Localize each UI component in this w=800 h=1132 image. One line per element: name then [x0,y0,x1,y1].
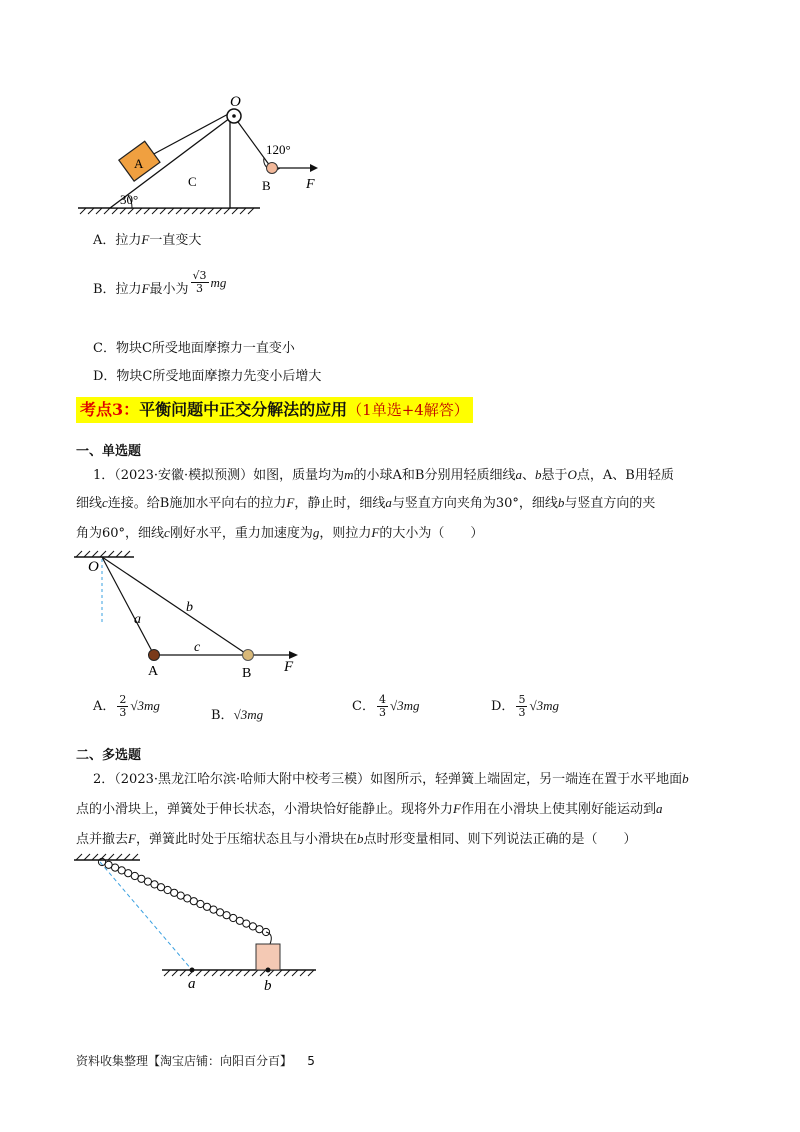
figure-two-balls [70,545,310,685]
fig1-label-b: B [262,178,271,193]
prev-option-d: D．物块C所受地面摩擦力先变小后增大 [93,369,322,384]
fig1-label-c: C [188,174,197,189]
fig1-label-o: O [230,94,241,110]
page-footer [76,1052,315,1069]
q1-option-b[interactable]: B．√3mg [211,707,264,723]
footer-text: 资料收集整理【淘宝店铺：向阳百分百】 [76,1054,293,1068]
prev-option-b: B．拉力F最小为 $\frac{√3}{3}$ mg [93,269,227,297]
fig1-angle-120: 120° [266,142,291,157]
q2-line-2: 点的小滑块上，弹簧处于伸长状态，小滑块恰好能静止。现将外力F作用在小滑块上使其刚好能运动到a [76,801,663,817]
section-header: 考点3：平衡问题中正交分解法的应用（1单选+4解答） [76,397,473,423]
fig2-label-ball-b: B [242,666,252,681]
fig2-label-ball-a: A [148,664,159,679]
prev-option-c: C．物块C所受地面摩擦力一直变小 [93,341,295,356]
fig2-label-f: F [284,659,294,675]
fig1-label-a: A [134,156,144,171]
q1-option-a[interactable]: A． $\frac{2}{3}$ √3mg [93,693,160,719]
page-number: 5 [307,1054,315,1068]
q1-line-1: 1．（2023·安徽·模拟预测）如图，质量均为m的小球A和B分别用轻质细线a、b悬于O点，A、B用轻质 [93,467,674,483]
fig2-label-c: c [194,640,201,655]
fig2-label-b: b [186,600,193,615]
q1-option-c[interactable]: C． $\frac{4}{3}$ √3mg [352,693,420,719]
multi-choice-heading: 二、多选题 [76,748,142,763]
q2-line-3: 点并撤去F，弹簧此时处于压缩状态且与小滑块在b点时形变量相同、则下列说法正确的是（ ） [76,831,637,847]
prev-option-a: A．拉力F一直变大 [93,232,202,248]
fig1-label-f: F [306,177,315,192]
q1-line-2: 细线c连接。给B施加水平向右的拉力F，静止时，细线a与竖直方向夹角为30°，细线b与竖直方向的夹 [76,495,656,511]
fig3-label-b: b [264,978,272,994]
fig2-label-o: O [88,559,99,575]
q1-line-3: 角为60°，细线c刚好水平，重力加速度为g，则拉力F的大小为（ ） [76,525,484,541]
fig1-angle-30: 30° [120,192,139,207]
figure-spring-block [70,852,330,994]
q1-option-d[interactable]: D． $\frac{5}{3}$ √3mg [491,693,559,719]
fig2-label-a: a [134,612,141,627]
single-choice-heading: 一、单选题 [76,444,142,459]
figure-incline-pulley [70,92,330,222]
q2-line-1: 2．（2023·黑龙江哈尔滨·哈师大附中校考三模）如图所示，轻弹簧上端固定，另一端连在置于水平地面b [93,771,689,787]
fig3-label-a: a [188,976,196,992]
